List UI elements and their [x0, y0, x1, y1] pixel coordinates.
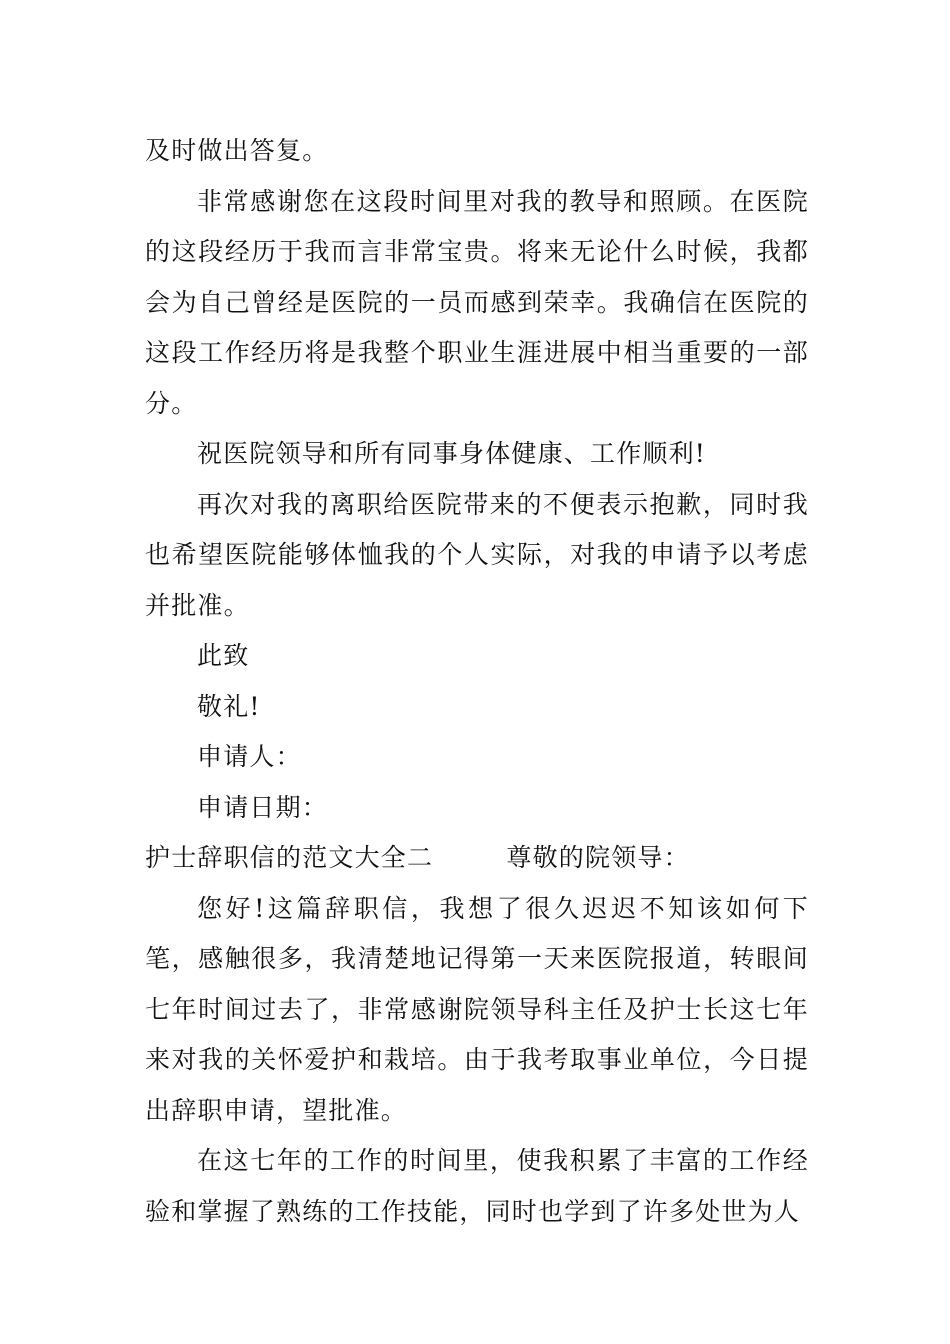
paragraph-6: 在这七年的工作的时间里，使我积累了丰富的工作经验和掌握了熟练的工作技能，同时也学到了许多处世为人: [145, 1146, 809, 1226]
date-line: 申请日期：: [197, 792, 329, 822]
paragraph-3: 祝医院领导和所有同事身体健康、工作顺利!: [197, 439, 707, 468]
salutation: 尊敬的院领导：: [506, 843, 690, 872]
applicant-line: 申请人：: [197, 742, 302, 771]
paragraph-1: 及时做出答复。: [145, 136, 329, 165]
paragraph-4: 再次对我的离职给医院带来的不便表示抱歉，同时我也希望医院能够体恤我的个人实际，对我的申请予以考虑并批准。: [145, 489, 809, 620]
closing-line: 此致: [197, 641, 250, 670]
section-heading-line: [145, 833, 809, 884]
paragraph-2: 非常感谢您在这段时间里对我的教导和照顾。在医院的这段经历于我而言非常宝贵。将来无论什么时候，我都会为自己曾经是医院的一员而感到荣幸。我确信在医院的这段工作经历将是我整个职业生涯进展中相当重要的一部分。: [145, 186, 809, 418]
regards-line: 敬礼!: [197, 691, 261, 721]
document-page: [145, 126, 809, 1237]
paragraph-5: 您好!这篇辞职信，我想了很久迟迟不知该如何下笔，感触很多，我清楚地记得第一天来医院报道，转眼间七年时间过去了，非常感谢院领导科主任及护士长这七年来对我的关怀爱护和栽培。由于我考取事业单位，今日提出辞职申请，望批准。: [145, 893, 809, 1125]
section-heading: 护士辞职信的范文大全二: [145, 843, 434, 872]
